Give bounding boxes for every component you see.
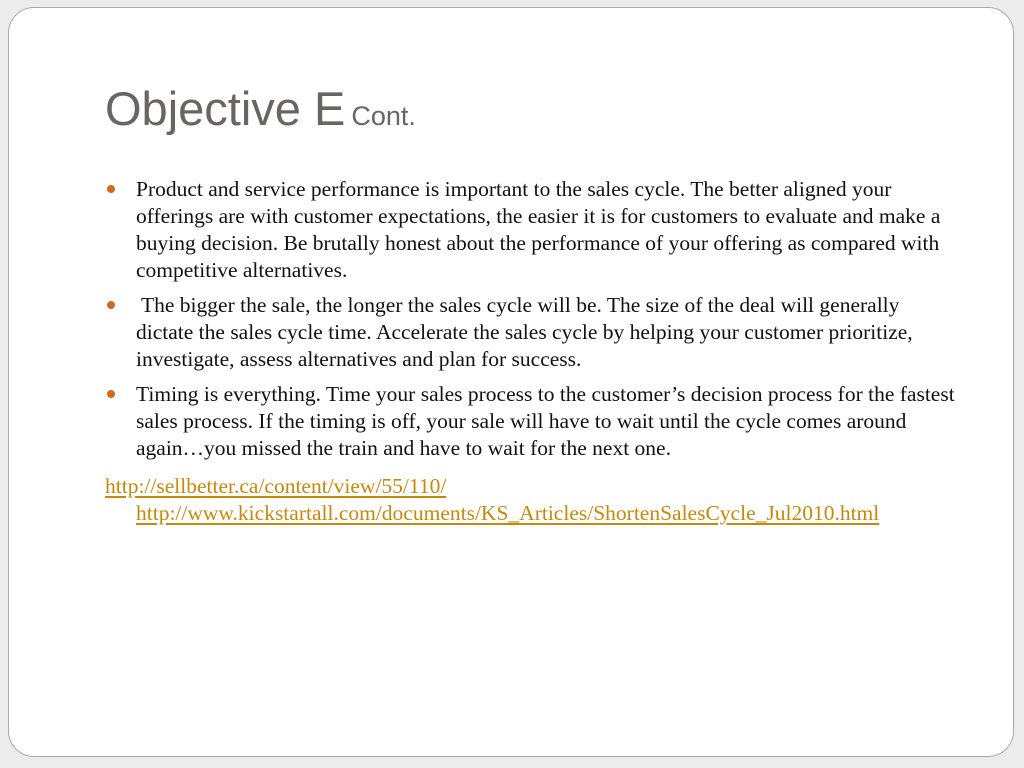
title-main: Objective E	[105, 82, 346, 135]
bullet-item	[105, 381, 961, 462]
bullet-text: The bigger the sale, the longer the sales cycle will be. The size of the deal will generally dictate the sales cycle time. Accelerate the sales cycle by helping your customer prioritize, investigate, assess alternatives and plan for success.	[136, 293, 913, 371]
reference-link-sellbetter[interactable]: http://sellbetter.ca/content/view/55/110/	[105, 474, 447, 498]
bullet-dot-icon	[107, 390, 115, 398]
slide-body	[105, 176, 961, 527]
slide-title	[105, 83, 416, 135]
bullet-text: Product and service performance is important to the sales cycle. The better aligned your offerings are with customer expectations, the easier it is for customers to evaluate and make a buying decision. Be brutally honest about the performance of your offering as compared with competitive alternatives.	[136, 177, 941, 282]
bullet-item	[105, 292, 961, 373]
bullet-dot-icon	[107, 185, 115, 193]
reference-link-kickstartall[interactable]: http://www.kickstartall.com/documents/KS_Articles/ShortenSalesCycle_Jul2010.html	[136, 501, 880, 525]
bullet-text: Timing is everything. Time your sales process to the customer’s decision process for the fastest sales process. If the timing is off, your sale will have to wait until the cycle comes around again…you missed the train and have to wait for the next one.	[136, 382, 955, 460]
bullet-item	[105, 176, 961, 284]
title-suffix: Cont.	[351, 101, 416, 131]
bullet-dot-icon	[107, 301, 115, 309]
reference-links	[105, 473, 961, 527]
